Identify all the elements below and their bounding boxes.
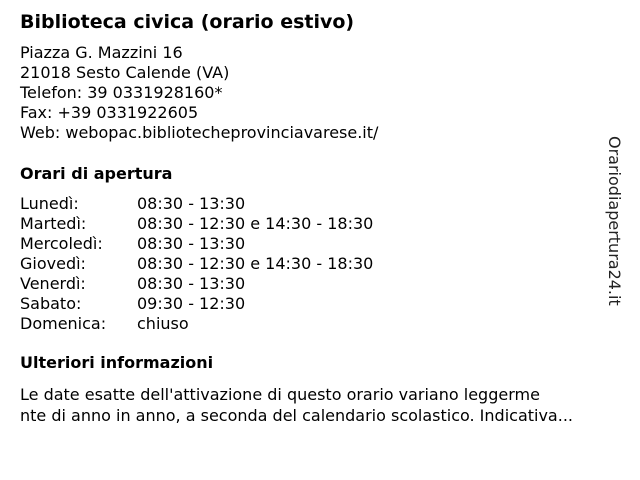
time-value: 08:30 - 12:30 e 14:30 - 18:30 bbox=[137, 254, 374, 273]
day-label: Sabato: bbox=[20, 294, 82, 313]
day-label: Domenica: bbox=[20, 314, 107, 333]
time-value: 08:30 - 12:30 e 14:30 - 18:30 bbox=[137, 214, 374, 233]
website-link[interactable]: Web: webopac.bibliotecheprovinciavarese.it/ bbox=[20, 123, 379, 142]
page-title: Biblioteca civica (orario estivo) bbox=[20, 11, 355, 33]
info-text-line: Le date esatte dell'attivazione di questo orario variano leggerme bbox=[20, 385, 540, 404]
phone-number[interactable]: Telefon: 39 0331928160* bbox=[20, 83, 223, 102]
more-info-text bbox=[20, 384, 630, 426]
address-line-2: 21018 Sesto Calende (VA) bbox=[20, 63, 230, 82]
day-label: Venerdì: bbox=[20, 274, 86, 293]
day-label: Giovedì: bbox=[20, 254, 86, 273]
info-text-line: nte di anno in anno, a seconda del calendario scolastico. Indicativa... bbox=[20, 406, 573, 425]
time-value: 09:30 - 12:30 bbox=[137, 294, 246, 313]
address-line-1: Piazza G. Mazzini 16 bbox=[20, 43, 183, 62]
time-value: 08:30 - 13:30 bbox=[137, 194, 246, 213]
opening-hours-heading: Orari di apertura bbox=[20, 164, 173, 183]
fax-number: Fax: +39 0331922605 bbox=[20, 103, 199, 122]
day-label: Lunedì: bbox=[20, 194, 79, 213]
day-label: Martedì: bbox=[20, 214, 87, 233]
day-label: Mercoledì: bbox=[20, 234, 103, 253]
time-value: chiuso bbox=[137, 314, 189, 333]
site-watermark: Orariodiapertura24.it bbox=[605, 136, 624, 306]
time-value: 08:30 - 13:30 bbox=[137, 234, 246, 253]
contact-info bbox=[20, 43, 378, 143]
time-value: 08:30 - 13:30 bbox=[137, 274, 246, 293]
more-info-heading: Ulteriori informazioni bbox=[20, 353, 214, 372]
